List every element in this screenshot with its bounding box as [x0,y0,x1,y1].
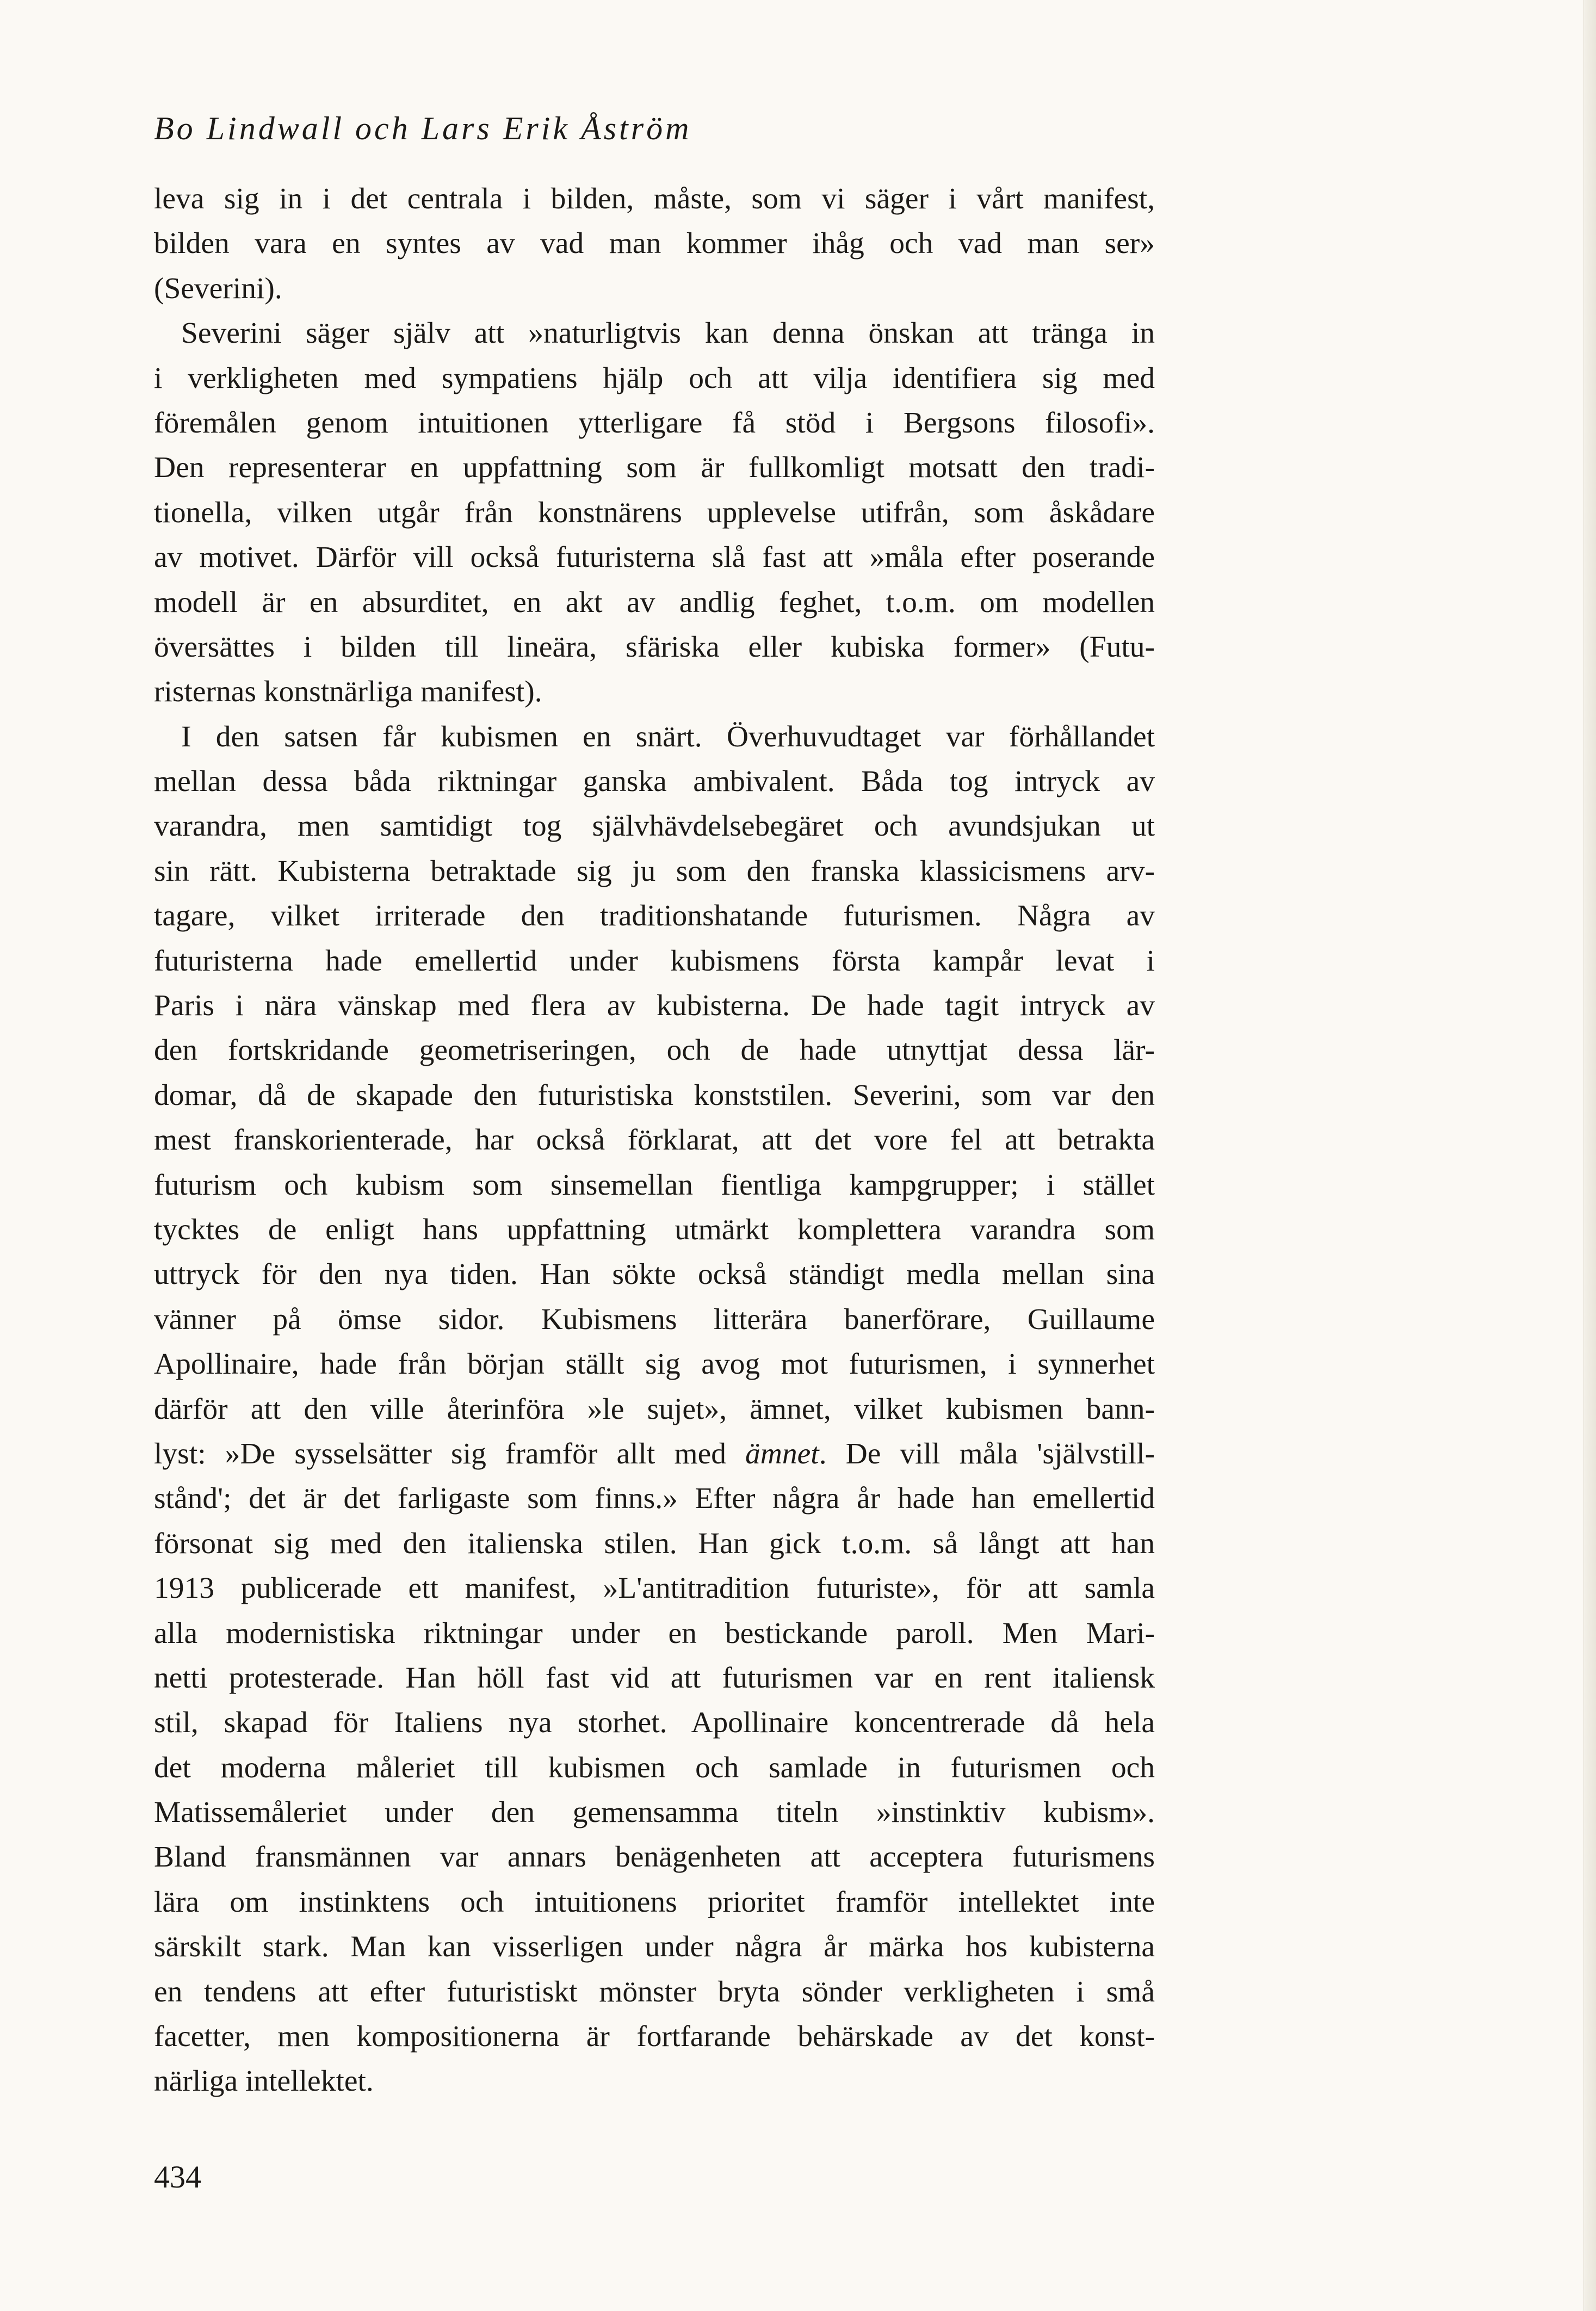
text-line: tionella, vilken utgår från konstnärens upplevelse utifrån, som åskådare [154,496,1155,529]
text-line: modell är en absurditet, en akt av andlig feghet, t.o.m. om modellen [154,585,1155,619]
text-line: det moderna måleriet till kubismen och samlade in futurismen och [154,1751,1155,1784]
text-line: I den satsen får kubismen en snärt. Överhuvudtaget var förhållandet [181,720,1155,753]
text-line: futurism och kubism som sinsemellan fientliga kampgrupper; i stället [154,1168,1155,1202]
text-line: närliga intellektet. [154,2065,374,2098]
text-line: försonat sig med den italienska stilen. Han gick t.o.m. så långt att han [154,1527,1155,1560]
running-head: Bo Lindwall och Lars Erik Åström [154,110,692,146]
text-line: Matissemåleriet under den gemensamma titeln »instinktiv kubism». [154,1796,1155,1830]
paragraph [154,177,1155,311]
text-line: översättes i bilden till lineära, sfäriska eller kubiska former» (Futu- [154,630,1155,664]
page-number: 434 [154,2159,201,2195]
text-line: facetter, men kompositionerna är fortfarande behärskade av det konst- [154,2020,1155,2054]
text-line: Bland fransmännen var annars benägenheten att acceptera futurismens [154,1840,1155,1874]
text-line: mellan dessa båda riktningar ganska ambivalent. Båda tog intryck av [154,765,1155,799]
page-edge [1583,0,1596,2311]
text-line: stånd'; det är det farligaste som finns.» Efter några år hade han emellertid [154,1482,1155,1516]
text-line: Paris i nära vänskap med flera av kubisterna. De hade tagit intryck av [154,989,1155,1023]
text-line: domar, då de skapade den futuristiska konststilen. Severini, som var den [154,1078,1155,1112]
text-line: 1913 publicerade ett manifest, »L'antitradition futuriste», för att samla [154,1572,1155,1605]
body-text [154,177,1155,2104]
text-line: (Severini). [154,271,282,305]
text-line: Apollinaire, hade från början ställt sig avog mot futurismen, i synnerhet [154,1348,1155,1381]
paragraph [154,311,1155,715]
text-line: i verkligheten med sympatiens hjälp och att vilja identifiera sig med [154,361,1155,395]
text-line: av motivet. Därför vill också futuristerna slå fast att »måla efter poserande [154,541,1155,574]
paragraph [154,715,1155,2104]
text-line: lyst: »De sysselsätter sig framför allt med ämnet. De vill måla 'självstill- [154,1437,1155,1470]
text-line: föremålen genom intuitionen ytterligare få stöd i Bergsons filosofi». [154,406,1155,440]
text-line: uttryck för den nya tiden. Han sökte också ständigt medla mellan sina [154,1258,1155,1292]
text-line: varandra, men samtidigt tog självhävdelsebegäret och avundsjukan ut [154,810,1155,843]
text-line: tycktes de enligt hans uppfattning utmärkt komplettera varandra som [154,1213,1155,1246]
text-line: stil, skapad för Italiens nya storhet. Apollinaire koncentrerade då hela [154,1706,1155,1740]
text-line: leva sig in i det centrala i bilden, måste, som vi säger i vårt manifest, [154,182,1155,215]
text-line: tagare, vilket irriterade den traditionshatande futurismen. Några av [154,899,1155,933]
text-line: netti protesterade. Han höll fast vid att futurismen var en rent italiensk [154,1661,1155,1695]
text-line: lära om instinktens och intuitionens prioritet framför intellektet inte [154,1885,1155,1919]
text-line: risternas konstnärliga manifest). [154,675,542,709]
text-line: den fortskridande geometriseringen, och de hade utnyttjat dessa lär- [154,1034,1155,1067]
text-line: mest franskorienterade, har också förklarat, att det vore fel att betrakta [154,1123,1155,1157]
text-line: särskilt stark. Man kan visserligen under några år märka hos kubisterna [154,1930,1155,1964]
text-line: därför att den ville återinföra »le sujet», ämnet, vilket kubismen bann- [154,1392,1155,1426]
text-line: futuristerna hade emellertid under kubismens första kampår levat i [154,944,1155,978]
text-line: alla modernistiska riktningar under en bestickande paroll. Men Mari- [154,1616,1155,1650]
text-line: en tendens att efter futuristiskt mönster bryta sönder verkligheten i små [154,1975,1155,2009]
text-line: Den representerar en uppfattning som är fullkomligt motsatt den tradi- [154,451,1155,485]
text-line: Severini säger själv att »naturligtvis kan denna önskan att tränga in [181,317,1155,350]
text-line: sin rätt. Kubisterna betraktade sig ju som den franska klassicismens arv- [154,854,1155,888]
text-line: vänner på ömse sidor. Kubismens litterära banerförare, Guillaume [154,1302,1155,1336]
text-line: bilden vara en syntes av vad man kommer ihåg och vad man ser» [154,227,1155,261]
